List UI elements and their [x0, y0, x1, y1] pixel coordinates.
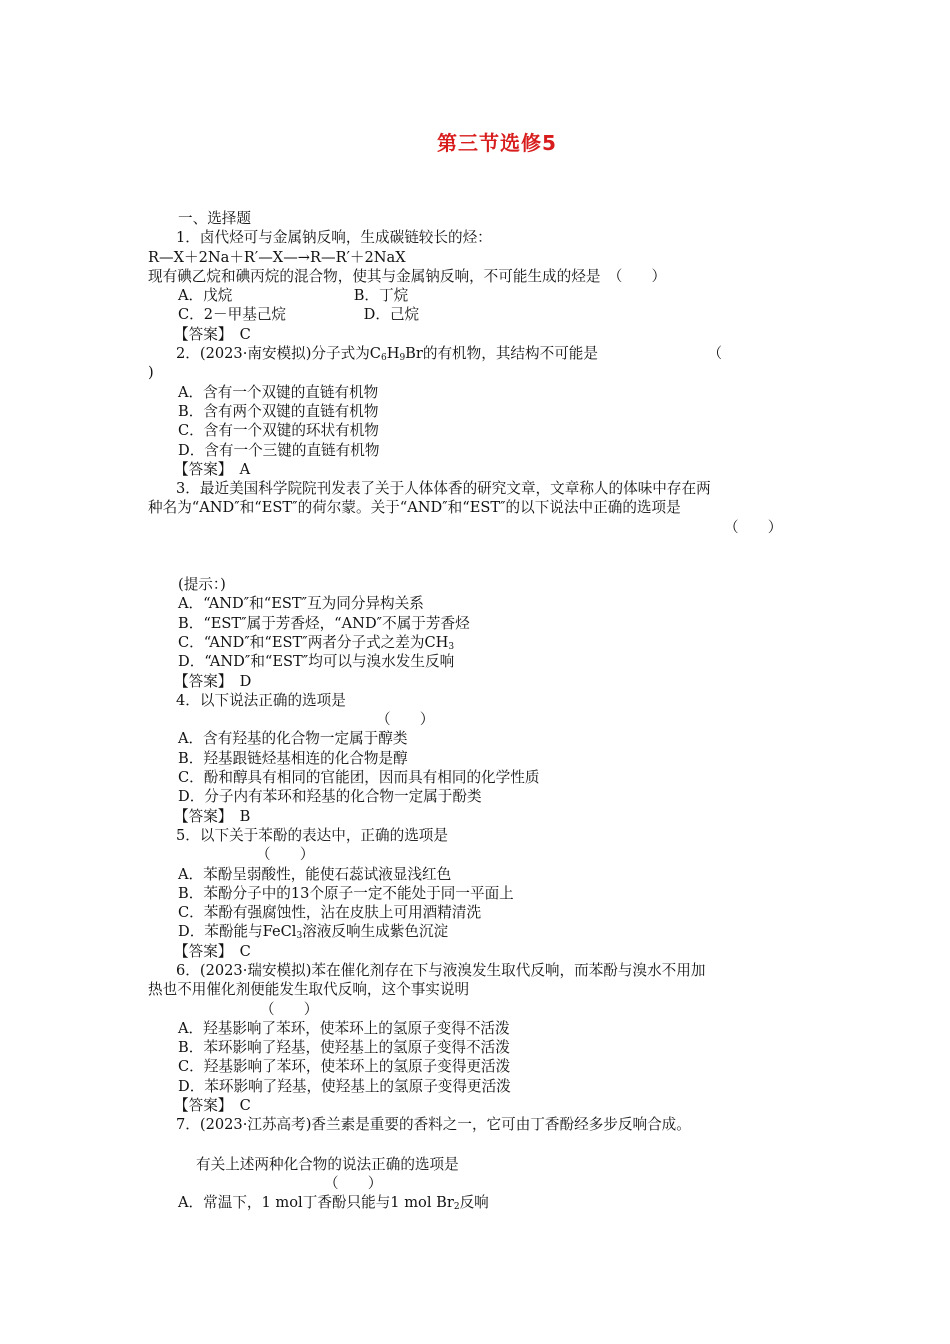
question-3-option-b: B．“EST″属于芳香烃，“AND″不属于芳香烃 — [178, 614, 470, 632]
page-title: 第三节选修5 — [437, 131, 557, 155]
question-6-option-a: A．羟基影响了苯环，使苯环上的氢原子变得不活泼 — [178, 1019, 510, 1037]
question-3-stem-cont: 种名为“AND″和“EST″的荷尔蒙。关于“AND″和“EST″的以下说法中正确的选项是 — [148, 499, 681, 517]
question-5-option-c: C．苯酚有强腐蚀性，沾在皮肤上可用酒精清洗 — [178, 904, 482, 922]
question-3-option-a: A．“AND″和“EST″互为同分异构关系 — [178, 595, 424, 613]
question-1-options-cd: C．2－甲基己烷 D．己烷 — [178, 306, 420, 324]
question-3-answer: 【答案】 D — [174, 672, 252, 690]
question-5-answer: 【答案】 C — [174, 942, 251, 960]
question-6-stem: 6．(2023·瑞安模拟)苯在催化剂存在下与液溴发生取代反响，而苯酚与溴水不用加 — [176, 961, 706, 979]
question-7-answer-blank: （ ） — [324, 1174, 383, 1192]
question-2-answer: 【答案】 A — [174, 460, 251, 478]
question-3-figure-space — [148, 537, 808, 575]
question-1-stem: 1．卤代烃可与金属钠反响，生成碳链较长的烃： — [176, 229, 492, 247]
question-4-answer: 【答案】 B — [174, 807, 251, 825]
question-7-stem: 7．(2023·江苏高考)香兰素是重要的香料之一，它可由丁香酚经多步反响合成。 — [176, 1116, 691, 1134]
question-3-option-d: D．“AND″和“EST″均可以与溴水发生反响 — [178, 653, 455, 671]
question-1-prompt: 现有碘乙烷和碘丙烷的混合物，使其与金属钠反响，不可能生成的烃是 （ ） — [148, 267, 667, 285]
question-list — [148, 209, 808, 1213]
question-3-option-c: C．“AND″和“EST″两者分子式之差为$CH_3$ — [178, 633, 455, 652]
question-2-option-a: A．含有一个双键的直链有机物 — [178, 383, 379, 401]
question-4-stem: 4．以下说法正确的选项是 — [176, 691, 346, 709]
question-4-option-a: A．含有羟基的化合物一定属于醇类 — [178, 730, 408, 748]
question-2-option-c: C．含有一个双键的环状有机物 — [178, 422, 379, 440]
question-5-option-d: D．苯酚能与FeCl$_3$溶液反响生成紫色沉淀 — [178, 923, 449, 942]
question-6-answer-blank: （ ） — [260, 1000, 319, 1018]
question-7-prompt: 有关上述两种化合物的说法正确的选项是 — [196, 1155, 459, 1173]
question-5-answer-blank: （ ） — [256, 846, 315, 864]
question-3-answer-blank: （ ） — [724, 518, 783, 536]
question-2-stem: 2．(2023·南安模拟)分子式为$C_6H_9Br$的有机物，其结构不可能是 （ — [176, 345, 723, 364]
question-6-option-b: B．苯环影响了羟基，使羟基上的氢原子变得不活泼 — [178, 1039, 510, 1057]
question-1-answer: 【答案】 C — [174, 325, 251, 343]
question-4-option-d: D．分子内有苯环和羟基的化合物一定属于酚类 — [178, 788, 482, 806]
question-5-stem: 5．以下关于苯酚的表达中，正确的选项是 — [176, 826, 448, 844]
section-heading: 一、选择题 — [178, 210, 251, 227]
question-5-option-b: B．苯酚分子中的13个原子一定不能处于同一平面上 — [178, 884, 514, 902]
question-3-stem: 3．最近美国科学院院刊发表了关于人体体香的研究文章，文章称人的体味中存在两 — [176, 480, 711, 498]
question-7-option-a: A．常温下，1 mol丁香酚只能与1 mol $Br_2$反响 — [178, 1194, 489, 1213]
question-4-option-c: C．酚和醇具有相同的官能团，因而具有相同的化学性质 — [178, 769, 540, 787]
question-6-answer: 【答案】 C — [174, 1097, 251, 1115]
question-3-hint: (提示：) — [178, 576, 226, 594]
question-2-option-b: B．含有两个双键的直链有机物 — [178, 402, 379, 420]
question-2-stem-end: ) — [148, 364, 154, 382]
question-7-figure-space — [148, 1135, 808, 1155]
question-6-option-c: C．羟基影响了苯环，使苯环上的氢原子变得更活泼 — [178, 1058, 511, 1076]
question-1-options-ab: A．戊烷 B．丁烷 — [178, 287, 409, 305]
question-4-answer-blank: （ ） — [376, 711, 435, 729]
question-6-option-d: D．苯环影响了羟基，使羟基上的氢原子变得更活泼 — [178, 1077, 511, 1095]
question-2-option-d: D．含有一个三键的直链有机物 — [178, 441, 380, 459]
question-6-stem-cont: 热也不用催化剂便能发生取代反响，这个事实说明 — [148, 981, 470, 999]
question-4-option-b: B．羟基跟链烃基相连的化合物是醇 — [178, 749, 408, 767]
question-5-option-a: A．苯酚呈弱酸性，能使石蕊试液显浅红色 — [178, 865, 452, 883]
question-1-equation: R—X＋2Na＋R′—X—→R—R′＋2NaX — [148, 248, 406, 266]
